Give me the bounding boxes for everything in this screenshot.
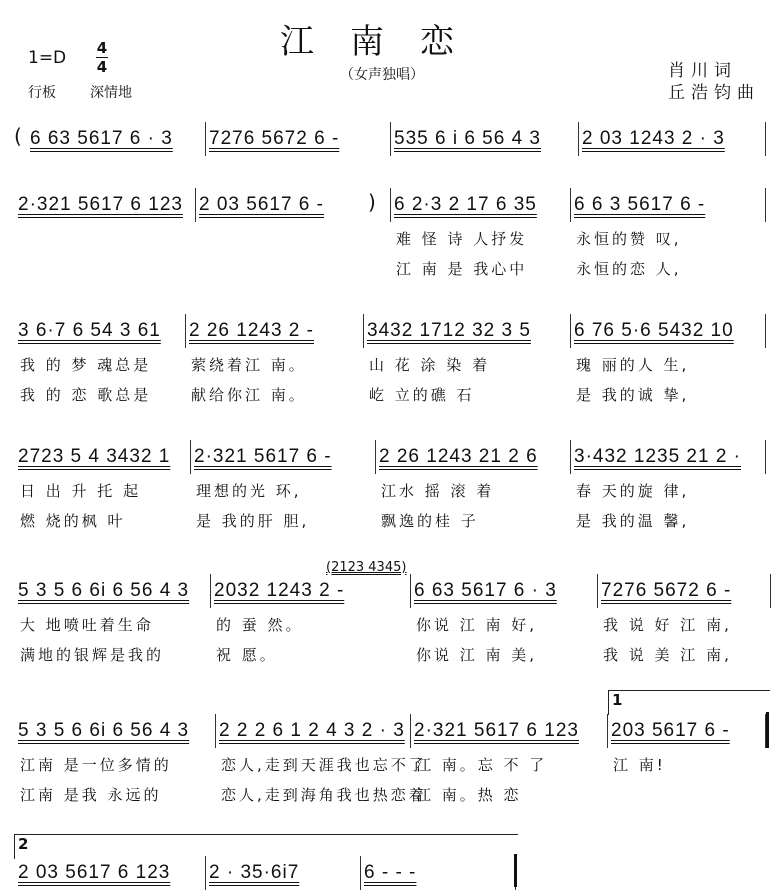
lyric-verse-2: 燃 烧的枫 叶	[20, 512, 126, 530]
measure-notes: 2·321 5617 6 123	[18, 194, 183, 215]
expression-marking: 深情地	[90, 85, 132, 101]
lyric-verse-1: 江南 是一位多情的	[20, 756, 172, 774]
measure-notes: 6 - - -	[364, 862, 417, 883]
measure	[215, 720, 427, 804]
lyric-verse-2: 江南 是我 永远的	[20, 786, 162, 804]
measure	[26, 128, 205, 158]
barline	[765, 440, 766, 474]
measure-notes: 2 26 1243 2 -	[189, 320, 314, 341]
measure	[360, 862, 515, 892]
measure	[375, 446, 570, 530]
composer-credit: 丘浩钧曲	[668, 83, 760, 103]
intro-close-paren: )	[368, 190, 376, 214]
measure	[578, 128, 765, 158]
lyric-verse-1: 大 地喷吐着生命	[20, 616, 154, 634]
measure	[410, 580, 597, 664]
lyric-verse-2: 是 我的肝 胆,	[196, 512, 310, 530]
lyric-verse-1: 江水 摇 滚 着	[381, 482, 495, 500]
measure-notes: 535 6 i 6 56 4 3	[394, 128, 541, 149]
measure-notes: 6 63 5617 6 · 3	[414, 580, 557, 601]
measure-notes: 2 26 1243 21 2 6	[379, 446, 538, 467]
lyric-verse-1: 难 怪 诗 人抒发	[396, 230, 528, 248]
measure-notes: 3432 1712 32 3 5	[367, 320, 531, 341]
measure-notes: 7276 5672 6 -	[601, 580, 732, 601]
intro-open-paren: (	[14, 124, 22, 148]
measure	[390, 194, 570, 278]
song-title: 江南恋	[280, 22, 490, 62]
lyric-verse-1: 瑰 丽的人 生,	[576, 356, 690, 374]
repeat-barline	[766, 712, 769, 748]
barline	[765, 122, 766, 156]
measure	[14, 720, 215, 804]
lyric-verse-1: 的 蚕 然。	[216, 616, 304, 634]
lyric-verse-1: 江 南!	[613, 756, 666, 774]
measure-notes: 2·321 5617 6 -	[194, 446, 332, 467]
lyric-verse-2: 满地的银辉是我的	[20, 646, 165, 664]
lyric-verse-1: 恋人,走到天涯我也忘不了	[221, 756, 427, 774]
lyric-verse-2: 永恒的恋 人,	[576, 260, 682, 278]
measure-notes: 3 6·7 6 54 3 61	[18, 320, 161, 341]
time-signature	[96, 40, 108, 75]
lyric-verse-2: 是 我的诚 挚,	[576, 386, 690, 404]
barline	[765, 314, 766, 348]
measure	[410, 720, 607, 804]
measure	[607, 720, 765, 774]
lyric-verse-1: 日 出 升 托 起	[20, 482, 142, 500]
barline	[765, 188, 766, 222]
measure-notes: 6 2·3 2 17 6 35	[394, 194, 537, 215]
grace-notes: (2123 4345)	[326, 560, 407, 575]
lyric-verse-1: 永恒的赞 叹,	[576, 230, 682, 248]
measure	[210, 580, 410, 664]
lyric-verse-2: 屹 立的礁 石	[369, 386, 475, 404]
lyric-verse-2: 我 的 恋 歌总是	[20, 386, 152, 404]
measure	[205, 862, 360, 892]
measure	[570, 194, 765, 278]
lyric-verse-2: 献给你江 南。	[191, 386, 307, 404]
measure	[570, 320, 765, 404]
lyric-verse-2: 你说 江 南 美,	[416, 646, 538, 664]
measure-notes: 2 · 35·6i7	[209, 862, 300, 883]
measure-notes: 2 2 2 6 1 2 4 3 2 · 3	[219, 720, 405, 741]
measure	[597, 580, 770, 664]
measure	[14, 580, 210, 664]
lyric-verse-1: 山 花 涂 染 着	[369, 356, 491, 374]
lyric-verse-1: 春 天的旋 律,	[576, 482, 690, 500]
measure-notes: 6 63 5617 6 · 3	[30, 128, 173, 149]
volta-second-ending: 2	[14, 834, 518, 859]
meter-top: 4	[96, 39, 108, 57]
lyric-verse-2: 是 我的温 馨,	[576, 512, 690, 530]
tempo-marking: 行板	[28, 85, 56, 101]
measure	[195, 194, 390, 224]
lyric-verse-1: 萦绕着江 南。	[191, 356, 307, 374]
measure-notes: 203 5617 6 -	[611, 720, 730, 741]
measure-notes: 2 03 5617 6 123	[18, 862, 171, 883]
measure	[14, 194, 195, 224]
measure-notes: 7276 5672 6 -	[209, 128, 340, 149]
lyric-verse-1: 理想的光 环,	[196, 482, 302, 500]
lyric-verse-1: 我 说 好 江 南,	[603, 616, 732, 634]
measure	[390, 128, 578, 158]
final-barline	[514, 854, 517, 887]
measure-notes: 2032 1243 2 -	[214, 580, 345, 601]
volta-first-ending: 1	[608, 690, 770, 715]
subtitle: （女声独唱）	[340, 67, 424, 83]
measure	[190, 446, 375, 530]
measure	[205, 128, 390, 158]
key-signature: 1=D	[28, 48, 67, 68]
lyric-verse-2: 祝 愿。	[216, 646, 278, 664]
measure	[14, 862, 205, 892]
lyric-verse-2: 我 说 美 江 南,	[603, 646, 732, 664]
measure-notes: 6 6 3 5617 6 -	[574, 194, 706, 215]
measure-notes: 6 76 5·6 5432 10	[574, 320, 734, 341]
barline	[770, 574, 771, 608]
measure-notes: 3·432 1235 21 2 ·	[574, 446, 742, 467]
measure	[14, 320, 185, 404]
lyric-verse-2: 飘逸的桂 子	[381, 512, 479, 530]
measure-notes: 5 3 5 6 6i 6 56 4 3	[18, 720, 190, 741]
measure	[363, 320, 570, 404]
lyric-verse-1: 你说 江 南 好,	[416, 616, 538, 634]
measure	[185, 320, 363, 404]
lyric-verse-1: 我 的 梦 魂总是	[20, 356, 152, 374]
lyricist-credit: 肖川词	[668, 61, 737, 81]
measure-notes: 2 03 5617 6 -	[199, 194, 324, 215]
measure-notes: 2 03 1243 2 · 3	[582, 128, 725, 149]
lyric-verse-2: 江 南 是 我心中	[396, 260, 528, 278]
measure-notes: 5 3 5 6 6i 6 56 4 3	[18, 580, 190, 601]
lyric-verse-2: 恋人,走到海角我也热恋着	[221, 786, 427, 804]
meter-bottom: 4	[96, 58, 108, 76]
lyric-verse-2: 江 南。热 恋	[416, 786, 522, 804]
measure	[570, 446, 765, 530]
lyric-verse-1: 江 南。忘 不 了	[416, 756, 548, 774]
measure-notes: 2723 5 4 3432 1	[18, 446, 171, 467]
measure	[14, 446, 190, 530]
measure-notes: 2·321 5617 6 123	[414, 720, 579, 741]
